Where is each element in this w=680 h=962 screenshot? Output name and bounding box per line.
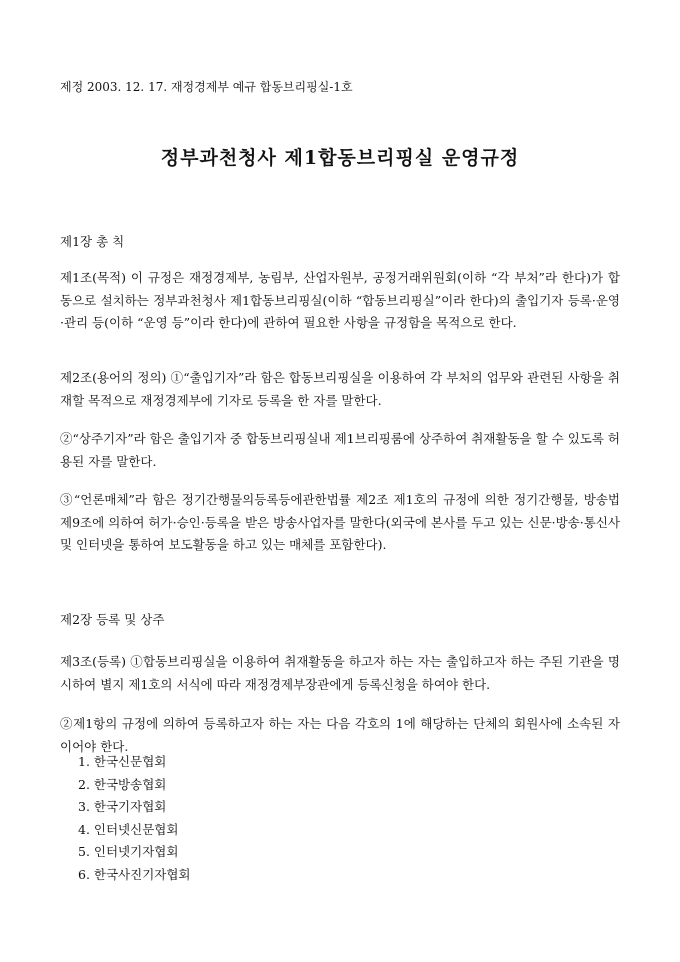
article-3-paragraph-1: 제3조(등록) ①합동브리핑실을 이용하여 취재활동을 하고자 하는 자는 출입하고자 하는 주된 기관을 명시하여 별지 제1호의 서식에 따라 재정경제부장관에게 등록신청을 하여야 한다. <box>60 654 620 692</box>
article-1-paragraph: 제1조(목적) 이 규정은 재정경제부, 농림부, 산업자원부, 공정거래위원회(이하 “각 부처”라 한다)가 합동으로 설치하는 정부과천청사 제1합동브리핑실(이하 “합동브리핑실”이라 한다)의 출입기자 등록·운영·관리 등(이하 “운영 등”이라 한다)에 관하여 필요한 사항을 규정함을 목적으로 한다. <box>60 270 620 330</box>
chapter-1-heading: 제1장 총 칙 <box>60 234 125 249</box>
document-title: 정부과천청사 제1합동브리핑실 운영규정 <box>160 147 520 169</box>
chapter-2-heading: 제2장 등록 및 상주 <box>60 612 165 627</box>
list-item: 4. 인터넷신문협회 <box>78 821 179 837</box>
enactment-line: 제정 2003. 12. 17. 재정경제부 예규 합동브리핑실-1호 <box>60 80 353 94</box>
list-item: 6. 한국사진기자협회 <box>78 866 191 882</box>
article-3-paragraph-2: ②제1항의 규정에 의하여 등록하고자 하는 자는 다음 각호의 1에 해당하는 단체의 회원사에 소속된 자이어야 한다. <box>60 716 620 754</box>
article-2-paragraph-1: 제2조(용어의 정의) ①“출입기자”라 함은 합동브리핑실을 이용하여 각 부처의 업무와 관련된 사항을 취재할 목적으로 재정경제부에 기자로 등록을 한 자를 말한다. <box>60 370 620 408</box>
list-item: 1. 한국신문협회 <box>78 754 167 769</box>
list-item: 3. 한국기자협회 <box>78 799 167 814</box>
association-list <box>78 751 191 886</box>
article-2-paragraph-3: ③“언론매체”라 함은 정기간행물의등록등에관한법률 제2조 제1호의 규정에 의한 정기간행물, 방송법 제9조에 의하여 허가·승인·등록을 받은 방송사업자를 말한다(외국에 본사를 두고 있는 신문·방송·통신사 및 인터넷을 통하여 보도활동을 하고 있는 매체를 포함한다). <box>60 492 620 552</box>
list-item: 2. 한국방송협회 <box>78 776 167 792</box>
list-item: 5. 인터넷기자협회 <box>78 844 179 859</box>
article-2-paragraph-2: ②“상주기자”라 함은 출입기자 중 합동브리핑실내 제1브리핑룸에 상주하여 취재활동을 할 수 있도록 허용된 자를 말한다. <box>60 431 620 469</box>
